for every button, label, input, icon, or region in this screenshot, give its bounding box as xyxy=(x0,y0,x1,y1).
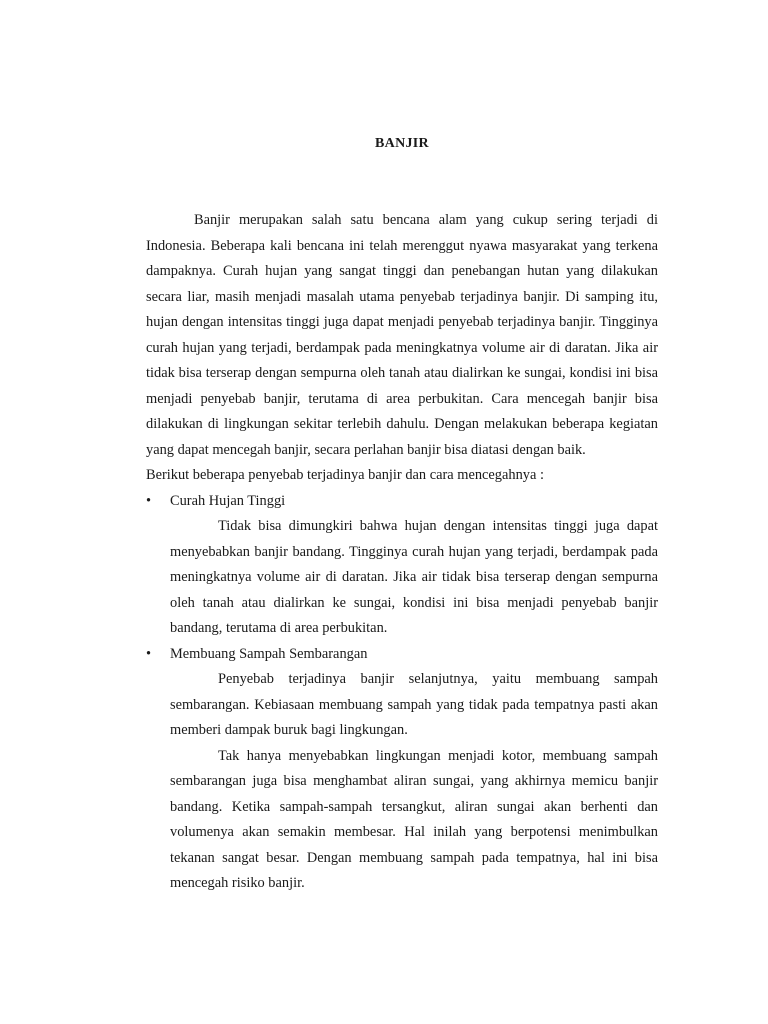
section-body xyxy=(146,514,658,642)
intro-paragraph: Banjir merupakan salah satu bencana alam yang cukup sering terjadi di Indonesia. Beberapa kali bencana ini telah merenggut nyawa masyarakat yang terkena dampaknya. Curah hujan yang sangat tinggi dan penebangan hutan yang dilakukan secara liar, masih menjadi masalah utama penyebab terjadinya banjir. Di samping itu, hujan dengan intensitas tinggi juga dapat menjadi penyebab terjadinya banjir. Tingginya curah hujan yang terjadi, berdampak pada meningkatnya volume air di daratan. Jika air tidak bisa terserap dengan sempurna oleh tanah atau dialirkan ke sungai, kondisi ini bisa menjadi penyebab banjir, terutama di area perbukitan. Cara mencegah banjir bisa dilakukan di lingkungan sekitar terlebih dahulu. Dengan melakukan beberapa kegiatan yang dapat mencegah banjir, secara perlahan banjir bisa diatasi dengan baik. xyxy=(146,212,658,458)
section-paragraph: Penyebab terjadinya banjir selanjutnya, yaitu membuang sampah sembarangan. Kebiasaan membuang sampah yang tidak pada tempatnya pasti akan memberi dampak buruk bagi lingkungan. xyxy=(170,671,658,738)
section-heading: Curah Hujan Tinggi xyxy=(170,492,286,509)
bullet-heading xyxy=(146,642,658,668)
section-paragraph: Tidak bisa dimungkiri bahwa hujan dengan intensitas tinggi juga dapat menyebabkan banjir bandang. Tingginya curah hujan yang terjadi, berdampak pada meningkatnya volume air di daratan. Jika air tidak bisa terserap dengan sempurna oleh tanah atau dialirkan ke sungai, kondisi ini bisa menjadi penyebab banjir bandang, terutama di area perbukitan. xyxy=(170,518,658,636)
bullet-icon: • xyxy=(146,492,152,509)
section-curah-hujan xyxy=(146,489,658,642)
document-title: BANJIR xyxy=(375,136,429,151)
bullet-heading xyxy=(146,489,658,515)
section-heading: Membuang Sampah Sembarangan xyxy=(170,645,368,662)
section-paragraph: Tak hanya menyebabkan lingkungan menjadi kotor, membuang sampah sembarangan juga bisa menghambat aliran sungai, yang akhirnya memicu banjir bandang. Ketika sampah-sampah tersangkut, aliran sungai akan berhenti dan volumenya akan semakin membesar. Hal inilah yang berpotensi menimbulkan tekanan sangat besar. Dengan membuang sampah pada tempatnya, hal ini bisa mencegah risiko banjir. xyxy=(170,747,658,891)
list-intro: Berikut beberapa penyebab terjadinya banjir dan cara mencegahnya : xyxy=(146,467,544,483)
document-body xyxy=(146,208,658,897)
section-membuang-sampah xyxy=(146,642,658,897)
bullet-icon: • xyxy=(146,645,152,662)
section-body xyxy=(146,667,658,897)
